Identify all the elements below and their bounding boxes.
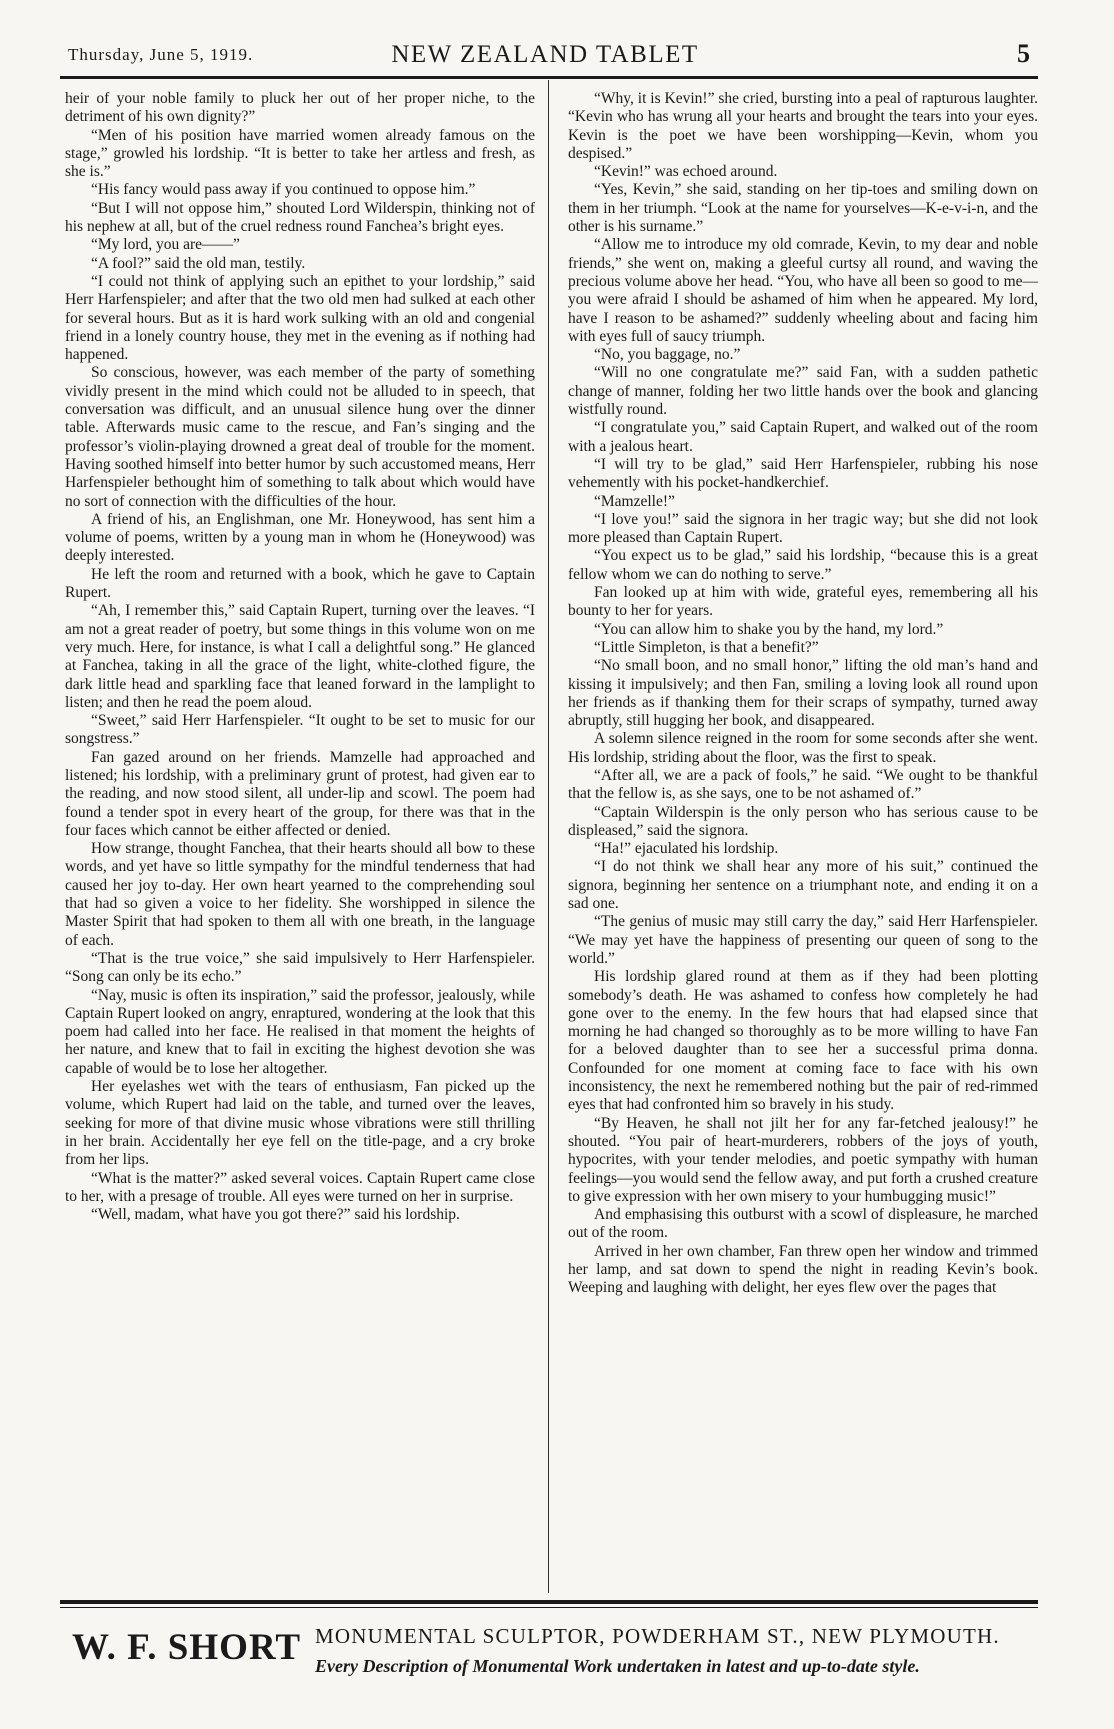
issue-date: Thursday, June 5, 1919. <box>68 45 254 64</box>
article-paragraph: “Mamzelle!” <box>594 492 675 510</box>
article-paragraph: “Kevin!” was echoed around. <box>594 163 778 181</box>
article-paragraph: “Ha!” ejaculated his lordship. <box>594 840 779 858</box>
masthead-title: NEW ZEALAND TABLET <box>391 41 699 68</box>
left-column <box>65 90 535 1224</box>
article-paragraph: “Nay, music is often its inspiration,” said the professor, jealously, while Captain Rupert looked on angry, enraptured, wondering at the look that this poem had called into her face. He realised in that moment the heights of her nature, and knew that to fail in exciting the highest devotion she was capable of would be to lose her altogether. <box>65 986 535 1077</box>
article-paragraph: “Little Simpleton, is that a benefit?” <box>594 638 819 656</box>
article-paragraph: “Ah, I remember this,” said Captain Rupert, turning over the leaves. “I am not a great reader of poetry, but some things in this volume won on me very much. Here, for instance, is what I call a delightful song.” He glanced at Fanchea, taking in all the grace of the light, white-clothed figure, the dark little head and sparkling face that leaned forward in the lamplight to listen; and then he read the poem aloud. <box>65 602 535 711</box>
advertisement-rule-thin <box>60 1607 1038 1608</box>
article-paragraph: “My lord, you are——” <box>91 236 240 254</box>
article-paragraph: “That is the true voice,” she said impulsively to Herr Harfenspieler. “Song can only be its echo.” <box>65 949 535 986</box>
article-paragraph: How strange, thought Fanchea, that their hearts should all bow to these words, and yet have so little sympathy for the mindful tenderness that had caused her joy to-day. Her own heart yearned to the comprehending soul that had so given a voice to her fidelity. She worshipped in silence the Master Spirit that had spoken to them all with one breath, in the language of each. <box>65 840 535 949</box>
right-column <box>568 90 1038 1298</box>
article-paragraph: “What is the matter?” asked several voices. Captain Rupert came close to her, with a presage of trouble. All eyes were turned on her in surprise. <box>65 1169 535 1205</box>
article-paragraph: A friend of his, an Englishman, one Mr. Honeywood, has sent him a volume of poems, written by a young man in whom he (Honeywood) was deeply interested. <box>65 510 535 565</box>
article-paragraph: “Will no one congratulate me?” said Fan, with a sudden pathetic change of manner, folding her two little hands over the book and glancing wistfully round. <box>568 364 1038 419</box>
advertiser-name: W. F. SHORT <box>72 1627 302 1668</box>
article-paragraph: “His fancy would pass away if you continued to oppose him.” <box>91 181 476 199</box>
article-paragraph: “I could not think of applying such an epithet to your lordship,” said Herr Harfenspieler; and after that the two old men had sulked at each other for several hours. But as it is hard work sulking with an old and congenial friend in a lonely country house, they met in the evening as if nothing had happened. <box>65 272 535 364</box>
article-paragraph: “I love you!” said the signora in her tragic way; but she did not look more pleased than Captain Rupert. <box>568 510 1038 547</box>
article-paragraph: “A fool?” said the old man, testily. <box>91 254 306 272</box>
article-paragraph: “You expect us to be glad,” said his lordship, “because this is a great fellow whom we can do nothing to serve.” <box>568 547 1038 583</box>
article-paragraph: “Captain Wilderspin is the only person who has serious cause to be displeased,” said the signora. <box>568 803 1038 839</box>
advertisement-rule-top <box>60 1600 1038 1604</box>
article-paragraph: “Men of his position have married women already famous on the stage,” growled his lordship. “It is better to take her artless and fresh, as she is.” <box>65 126 535 181</box>
article-paragraph: “No, you baggage, no.” <box>594 346 741 364</box>
article-paragraph: “Well, madam, what have you got there?” said his lordship. <box>91 1206 460 1224</box>
article-paragraph: heir of your noble family to pluck her out of her proper niche, to the detriment of his own dignity?” <box>65 90 535 126</box>
article-paragraph: “The genius of music may still carry the day,” said Herr Harfenspieler. “We may yet have the happiness of presenting our queen of song to the world.” <box>568 913 1038 967</box>
article-paragraph: He left the room and returned with a book, which he gave to Captain Rupert. <box>65 565 535 602</box>
article-paragraph: Fan gazed around on her friends. Mamzelle had approached and listened; his lordship, with a preliminary grunt of protest, had given ear to the reading, and now stood silent, all under-lip and scowl. The poem had found a tender spot in every heart of the group, for there was that in the four faces which cannot be either affected or denied. <box>65 748 535 839</box>
article-paragraph: “Sweet,” said Herr Harfenspieler. “It ought to be set to music for our songstress.” <box>65 712 535 748</box>
article-paragraph: And emphasising this outburst with a scowl of displeasure, he marched out of the room. <box>568 1206 1038 1242</box>
article-paragraph: Her eyelashes wet with the tears of enthusiasm, Fan picked up the volume, which Rupert had laid on the table, and turned over the leaves, seeking for more of that divine music whose vibrations were still thrilling in her brain. Accidentally her eye fell on the title-page, and a cry broke from her lips. <box>65 1078 535 1169</box>
page-header <box>60 35 1030 75</box>
article-paragraph: “Yes, Kevin,” she said, standing on her tip-toes and smiling down on them in her triumph. “Look at the name for yourselves—K-e-v-i-n, and the other is his surname.” <box>568 181 1038 236</box>
article-paragraph: “By Heaven, he shall not jilt her for any far-fetched jealousy!” he shouted. “You pair of heart-murderers, robbers of the joys of youth, hypocrites, with your tender melodies, and poetic sympathy with human feelings—you would send the fellow away, and put forth a crushed creature to give expression with her own misery to your humbugging music!” <box>568 1114 1038 1205</box>
header-rule <box>60 76 1038 79</box>
article-paragraph: “Why, it is Kevin!” she cried, bursting into a peal of rapturous laughter. “Kevin who has wrung all your hearts and brought the tears into your eyes. Kevin is the poet we have been worshipping—Kevin, whom you despised.” <box>568 90 1038 162</box>
article-paragraph: “But I will not oppose him,” shouted Lord Wilderspin, thinking not of his nephew at all, but of the cruel redness round Fanchea’s bright eyes. <box>65 199 535 236</box>
article-paragraph: “I congratulate you,” said Captain Rupert, and walked out of the room with a jealous heart. <box>568 419 1038 455</box>
column-divider <box>548 80 549 1593</box>
article-paragraph: Fan looked up at him with wide, grateful eyes, remembering all his bounty to her for years. <box>568 584 1038 620</box>
article-paragraph: So conscious, however, was each member of the party of something vividly present in the mind which could not be alluded to in speech, that conversation was difficult, and an unusual silence hung over the dinner table. Afterwards music came to the rescue, and Fan’s singing and the professor’s violin-playing drowned a great deal of trouble for the moment. Having soothed himself into better humor by such accustomed means, Herr Harfenspieler bethought him of something to talk about which would have no sort of connection with the difficulties of the hour. <box>65 364 535 510</box>
article-paragraph: “After all, we are a pack of fools,” he said. “We ought to be thankful that the fellow is, as she says, one to be not ashamed of.” <box>568 766 1038 803</box>
article-paragraph: “I do not think we shall hear any more of his suit,” continued the signora, beginning her sentence on a triumphant note, and ending it on a sad one. <box>568 858 1038 913</box>
article-paragraph: “I will try to be glad,” said Herr Harfenspieler, rubbing his nose vehemently with his pocket-handkerchief. <box>568 455 1038 492</box>
article-paragraph: Arrived in her own chamber, Fan threw open her window and trimmed her lamp, and sat down to spend the night in reading Kevin’s book. Weeping and laughing with delight, her eyes flew over the pages that <box>568 1242 1038 1297</box>
advertisement-address: MONUMENTAL SCULPTOR, POWDERHAM ST., NEW PLYMOUTH. <box>315 1624 1000 1648</box>
article-paragraph: A solemn silence reigned in the room for some seconds after she went. His lordship, striding about the floor, was the first to speak. <box>568 730 1038 766</box>
article-paragraph: “You can allow him to shake you by the hand, my lord.” <box>594 620 944 638</box>
page-number: 5 <box>1017 39 1030 68</box>
article-paragraph: “Allow me to introduce my old comrade, Kevin, to my dear and noble friends,” she went on, making a gleeful curtsy all round, and waving the precious volume above her head. “You, who have all been so good to me—you were afraid I should be ashamed of him when he appeared. My lord, have I reason to be ashamed?” suddenly wheeling about and facing him with eyes full of saucy triumph. <box>568 236 1038 345</box>
article-paragraph: “No small boon, and no small honor,” lifting the old man’s hand and kissing it impulsively; and then Fan, smiling a loving look all round upon her friends as if thanking them for their scraps of sympathy, turned away abruptly, still hugging her book, and disappeared. <box>568 657 1038 730</box>
advertisement-tagline: Every Description of Monumental Work undertaken in latest and up-to-date style. <box>315 1656 920 1676</box>
advertisement <box>60 1612 1038 1692</box>
article-paragraph: His lordship glared round at them as if they had been plotting somebody’s death. He was ashamed to confess how completely he had gone over to the enemy. In the few hours that had elapsed since that morning he had changed so thoroughly as to be more willing to have Fan for a beloved daughter than to see her a successful prima donna. Confounded for one moment at coming face to face with his own inconsistency, the next he remembered nothing but the pair of red-rimmed eyes that had confronted him so bravely in his study. <box>568 968 1038 1114</box>
